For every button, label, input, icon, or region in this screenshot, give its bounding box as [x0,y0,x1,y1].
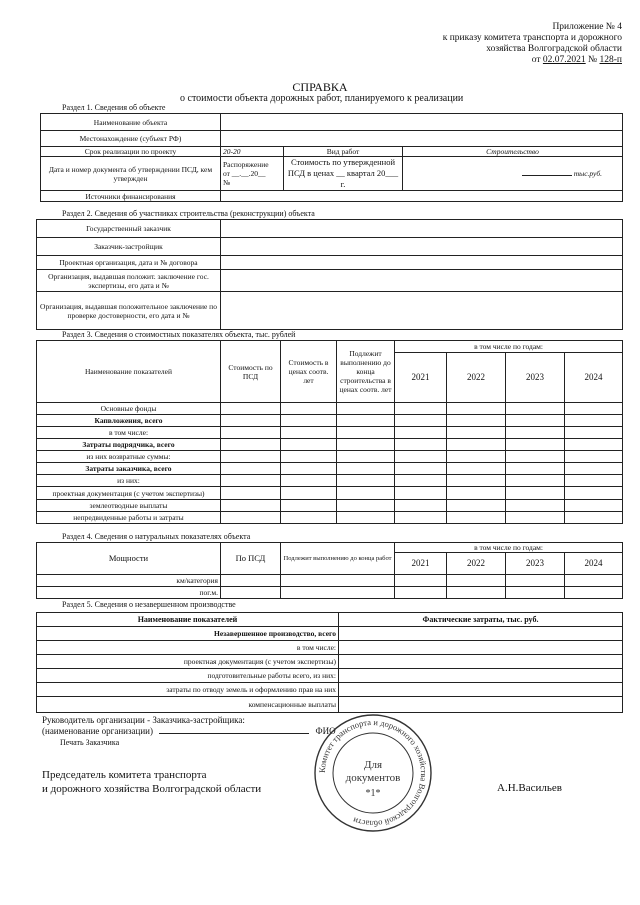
s1-worktype-label: Вид работ [284,147,403,157]
s4-row-label: км/категория [37,575,221,587]
s5-row-label: проектная документация (с учетом экспертизы) [37,655,339,669]
s1-order-date: от __.__.20__ [223,169,266,178]
section1-table [40,113,623,202]
s1-funding-label: Источники финансирования [41,191,221,202]
stamp-line1: Для [363,759,383,771]
s2-row: Государственный заказчик [37,220,221,238]
s4-year: 2024 [565,553,623,575]
s4-row-label: пог.м. [37,587,221,599]
number-prefix: № [588,55,598,65]
s3-col-psd: Стоимость по ПСД [221,341,281,403]
s1-worktype-value: Строительство [403,147,623,157]
s3-year: 2024 [565,353,623,403]
s3-row-label: из них: [37,475,221,487]
page-title: СПРАВКА [292,80,348,94]
chairman-line1: Председатель комитета транспорта [42,769,207,781]
s1-order-num: № [223,178,231,187]
s1-cost-unit: тыс.руб. [573,169,603,178]
s2-row: Организация, выдавшая положительное заключение по проверке достоверности, его дата и № [37,292,221,330]
s3-row-label: в том числе: [37,427,221,439]
s1-cost-label: Стоимость по утвержденной ПСД в ценах __ квартал 20___ г. [284,157,403,191]
s5-row-label: компенсационные выплаты [37,697,339,713]
s3-row-label: Затраты подрядчика, всего [37,439,221,451]
s3-col-name: Наименование показателей [37,341,221,403]
stamp-ring-text: Комитет транспорта и дорожного хозяйства Волгоградской области [316,716,430,830]
s4-year: 2021 [395,553,447,575]
s5-row-label: в том числе: [37,641,339,655]
s5-row-label: Незавершенное производство, всего [37,627,339,641]
s2-row: Проектная организация, дата и № договора [37,256,221,270]
s3-row-label: непредвиденные работы и затраты [37,512,221,524]
s3-row-label: землеотводные выплаты [37,500,221,512]
s5-row-label: подготовительные работы всего, из них: [37,669,339,683]
s3-year: 2023 [506,353,565,403]
s1-term-value: 20-20 [221,147,284,157]
s1-funding-value [221,191,623,202]
fio-label: ФИО [315,726,336,736]
chairman-line2: и дорожного хозяйства Волгоградской области [42,783,262,795]
section2-table [36,219,623,330]
header-line3: хозяйства Волгоградской области [486,44,622,54]
seal-label: Печать Заказчика [60,738,120,747]
section3-table [36,340,623,524]
section1-title: Раздел 1. Сведения об объекте [62,103,166,112]
s3-col-current: Стоимость в ценах соотв. лет [281,341,337,403]
s4-col-capacity: Мощности [37,543,221,575]
s3-col-years: в том числе по годам: [395,341,623,353]
s3-row-label: Основные фонды [37,403,221,415]
section5-title: Раздел 5. Сведения о незавершенном производстве [62,600,236,609]
s2-row: Организация, выдавшая положит. заключение гос. экспертизы, его дата и № [37,270,221,292]
head-label: Руководитель организации - Заказчика-застройщика: [42,715,245,725]
stamp-line3: *1* [365,788,381,799]
s4-year: 2022 [447,553,506,575]
header-block [443,22,622,66]
head-signature-block [42,715,336,748]
section4-table [36,542,623,599]
stamp-line2: документов [345,772,401,784]
section3-title: Раздел 3. Сведения о стоимостных показателях объекта, тыс. рублей [62,330,296,339]
official-stamp [312,712,434,834]
s4-year: 2023 [506,553,565,575]
s2-row: Заказчик-застройщик [37,238,221,256]
s1-location-label: Местонахождение (субъект РФ) [41,131,221,147]
section4-title: Раздел 4. Сведения о натуральных показателях объекта [62,532,251,541]
header-date-line [443,55,622,66]
s1-order-label: Распоряжение [223,160,269,169]
s3-row-label: проектная документация (с учетом экспертизы) [37,487,221,500]
s3-year: 2022 [447,353,506,403]
header-line2: к приказу комитета транспорта и дорожного [442,33,622,43]
s3-year: 2021 [395,353,447,403]
s1-doc-label: Дата и номер документа об утверждении ПСД, кем утвержден [41,157,221,191]
s3-row-label: Капвложения, всего [37,415,221,427]
org-label: (наименование организации) [42,726,153,736]
order-date: 02.07.2021 [542,55,586,65]
s3-col-remaining: Подлежит выполнению до конца строительства в ценах соотв. лет [337,341,395,403]
order-number: 128-п [599,55,622,65]
section2-title: Раздел 2. Сведения об участниках строительства (реконструкции) объекта [62,209,315,218]
date-prefix: от [531,55,541,65]
chairman-name: А.Н.Васильев [497,782,562,794]
s4-col-remaining: Подлежит выполнению до конца работ [281,543,395,575]
header-line1: Приложение № 4 [552,22,622,32]
s1-name-label: Наименование объекта [41,114,221,131]
s1-name-value [221,114,623,131]
s3-row-label: Затраты заказчика, всего [37,463,221,475]
chairman-block [42,768,261,796]
section5-table [36,612,623,713]
s5-col-actual: Фактические затраты, тыс. руб. [339,613,623,627]
s1-term-label: Срок реализации по проекту [41,147,221,157]
s5-col-name: Наименование показателей [37,613,339,627]
s3-row-label: из них возвратные суммы: [37,451,221,463]
s1-location-value [221,131,623,147]
s5-row-label: затраты по отводу земель и оформлению прав на них [37,683,339,697]
s4-col-psd: По ПСД [221,543,281,575]
page-subtitle: о стоимости объекта дорожных работ, планируемого к реализации [180,93,464,104]
s4-col-years: в том числе по годам: [395,543,623,553]
